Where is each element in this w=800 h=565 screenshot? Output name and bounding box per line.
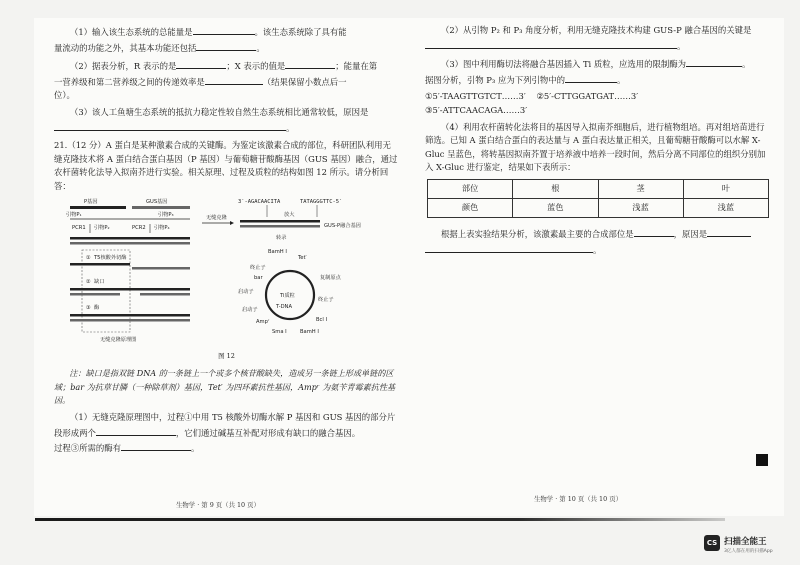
camscanner-logo: CS [704, 535, 720, 551]
dna-bar [132, 267, 190, 270]
q21-4: （4）利用农杆菌转化法将目的基因导入拟南芥细胞后，进行植物组培。再对组培苗进行筛选。已知 A 蛋白结合蛋白的表达量与 A 蛋白表达量正相关，且葡萄糖苷酸酶可以水解 X-Gluc 呈蓝色，将转基因拟南芥置于培养液中培养一段时间，然后分离不同部位的组织分别加入 X-Gluc 进行鉴定，结果如下表所示： [425, 121, 766, 173]
pcr1-label: PCR1 [72, 224, 86, 231]
primer4-label: 引物P₄ [154, 224, 170, 231]
step2-label: ② [86, 278, 91, 285]
ti-plasmid-label: Ti质粒 [280, 292, 295, 299]
primer2-label: 引物P₂ [94, 224, 110, 231]
terminator2-label: 终止子 [318, 296, 334, 303]
answer-blank [176, 58, 226, 69]
answer-blank [205, 74, 263, 85]
tet-label: Tet′ [298, 254, 307, 261]
answer-blank [425, 38, 677, 49]
q21-intro: 21.（12 分）A 蛋白是某种激素合成的关键酶。为鉴定该激素合成的部位，科研团队利用无缝克隆技术将 A 蛋白结合蛋白基因（P 基因）与葡萄糖苷酸酶基因（GUS 基因）融合，通过农杆菌转化法导入拟南芥进行实验。相关原理、过程及质粒的结构如图 12 所示。请分析回答： [54, 140, 398, 191]
q21-2: （2）从引物 P₂ 和 P₃ 角度分析，利用无缝克隆技术构建 GUS-P 融合基因的关键是 。 [425, 24, 770, 53]
dna-bar [70, 242, 190, 245]
q1: （1）输入该生态系统的总能量是 。该生态系统除了具有能 量流动的功能之外，其基本功能还包括 。 [54, 24, 399, 55]
sma1-label: Sma Ⅰ [272, 328, 287, 335]
bcl1-label: Bcl Ⅰ [316, 316, 328, 323]
table-row: 颜色 蓝色 浅蓝 浅蓝 [428, 198, 769, 217]
promoter1-label: 启动子 [242, 306, 258, 313]
fusion-bar [240, 220, 320, 223]
promoter2-label: 启动子 [238, 288, 254, 295]
terminator-label: 终止子 [250, 264, 266, 271]
ampr-label: Ampʳ [256, 318, 270, 325]
primer-options: ①5′-TAAGTTGTCT……3′ ②5′-CTTGGATGAT……3′ ③5′-ATTCAACAGA……3′ [425, 91, 639, 115]
brand-name: 扫描全能王 [724, 537, 767, 547]
sequence-right: TATAGGGTTC-5′ [300, 198, 343, 205]
answer-blank [634, 226, 674, 237]
q3: （3）该人工鱼塘生态系统的抵抗力稳定性较自然生态系统相比通常较低，原因是 。 [54, 106, 399, 135]
dna-bar [70, 263, 130, 266]
figure-12 [62, 197, 372, 347]
dna-bar [70, 314, 190, 317]
arrowhead [230, 221, 234, 225]
fusion-bar [240, 225, 320, 228]
q21-4-answer: 根据上表实验结果分析，该激素最主要的合成部位是 ，原因是 。 [425, 226, 770, 257]
answer-blank [54, 120, 286, 131]
gus-gene-bar [132, 206, 190, 209]
gap-label: 缺口 [94, 278, 105, 285]
answer-blank [565, 72, 617, 83]
answer-blank [196, 40, 256, 51]
answer-blank [285, 58, 335, 69]
transfer-label: 转录 [276, 234, 287, 241]
scan-marker [756, 454, 768, 466]
step3-label: ③ [86, 304, 91, 311]
seamless-arrow-label: 无缝克隆 [206, 214, 227, 221]
sequence-left: 3′-AGACAACITA [238, 198, 281, 205]
bar-label: bar [254, 274, 263, 281]
fusion-gene-label: GUS-P融合基因 [324, 222, 361, 229]
dna-bar [70, 319, 190, 322]
q2: （2）据表分析，R 表示的是 ；X 表示的值是 ；能量在第 一营养级和第二营养级之间的传递效率是 （结果保留小数点后一 位）。 [54, 58, 399, 103]
dna-bar [70, 293, 120, 296]
pcr2-label: PCR2 [132, 224, 146, 231]
primer1-label: 引物P₁ [66, 211, 82, 218]
gus-gene-label: GUS基因 [146, 198, 168, 205]
result-table [427, 179, 769, 218]
page-10-footer: 生物学 · 第 10 页（共 10 页） [534, 495, 622, 503]
bamh1-bottom-label: BamH Ⅰ [300, 328, 319, 335]
q21-3: （3）图中利用酶切法将融合基因插入 Ti 质粒，应选用的限制酶为 。 据图分析，引物 P₃ 应为下列引物中的 。 [425, 56, 770, 87]
enzyme-label: 酶 [94, 304, 100, 311]
figure-caption: 图 12 [218, 351, 235, 360]
page-9-footer: 生物学 · 第 9 页（共 10 页） [176, 501, 260, 509]
p-gene-bar [70, 206, 126, 209]
dna-bar [70, 237, 190, 240]
table-row: 部位 根 茎 叶 [428, 179, 769, 198]
answer-blank [686, 56, 742, 67]
answer-blank [193, 24, 255, 35]
answer-blank [425, 242, 593, 253]
answer-blank [707, 226, 751, 237]
seamless-caption: 无缝克隆原理图 [100, 336, 137, 343]
figure-note: 注：缺口是指双链 DNA 的一条链上一个或多个核苷酸缺失，造成另一条链上形成单链的区域；bar 为抗草甘膦（一种除草剂）基因，Tet′ 为四环素抗性基因，Ampʳ 为氨苄青霉素抗性基因。 [54, 368, 396, 406]
dna-bar [140, 293, 190, 296]
right-page [425, 24, 770, 260]
bamh1-top-label: BamH Ⅰ [268, 248, 287, 255]
ori-label: 复制原点 [320, 274, 341, 281]
answer-blank [96, 425, 176, 436]
amplify-label: 放大 [284, 211, 295, 218]
step1-label: ① [86, 254, 91, 261]
q21-1: （1）无缝克隆原理图中，过程①中用 T5 核酸外切酶水解 P 基因和 GUS 基因的部分片段形成两个 ，它们通过碱基互补配对形成有缺口的融合基因。 过程③所需的酶有 。 [54, 411, 396, 454]
answer-blank [121, 440, 191, 451]
brand-tagline: 3亿人都在用的扫描App [724, 549, 773, 554]
left-page [54, 24, 399, 459]
dna-bar [70, 288, 190, 291]
figure-12-diagram [62, 197, 372, 347]
primer3-label: 引物P₃ [158, 211, 174, 218]
t5-label: T5核酸外切酶 [94, 254, 127, 261]
page-edge-shadow [35, 518, 725, 521]
p-gene-label: P基因 [84, 198, 98, 205]
tdna-label: T-DNA [276, 303, 292, 310]
